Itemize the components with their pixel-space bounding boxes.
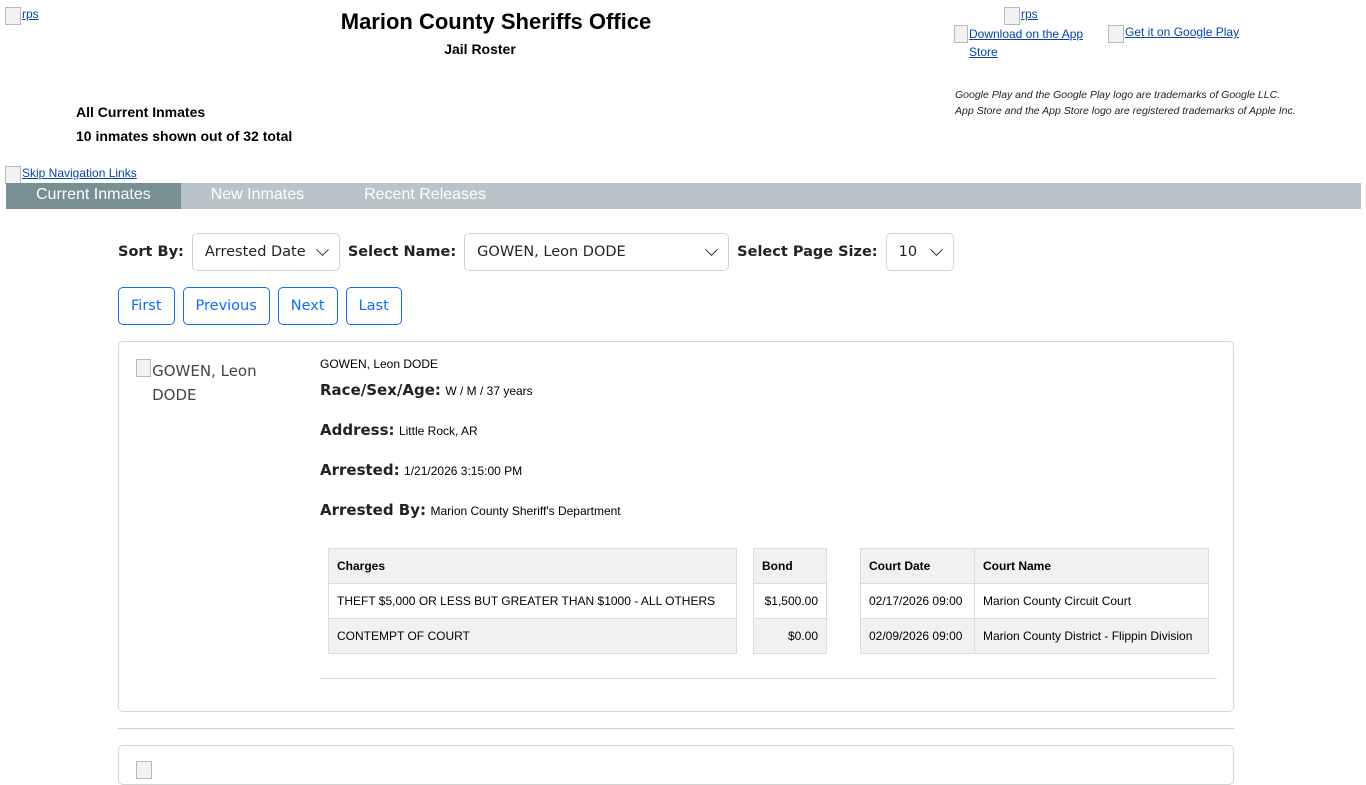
court-table [860,548,1209,654]
trademark-notice [955,87,1296,119]
court-date-cell: 02/17/2026 09:00 [861,584,975,619]
sort-label: Sort By: [118,244,184,260]
summary-count: 10 inmates shown out of 32 total [76,128,293,144]
bond-cell: $0.00 [754,619,827,654]
inmate-photo-alt: GOWEN, Leon DODE [152,362,257,404]
rps-logo-left[interactable]: rps [5,7,39,25]
name-select[interactable] [464,233,729,271]
first-page-button[interactable]: First [118,287,175,325]
race-sex-age-value: W / M / 37 years [445,384,533,398]
next-page-button[interactable]: Next [278,287,338,325]
bond-cell: $1,500.00 [754,584,827,619]
google-trademark-text: Google Play and the Google Play logo are trademarks of Google LLC. [955,89,1281,101]
name-select-label: Select Name: [347,244,457,260]
arrested-row [320,461,621,482]
summary-heading: All Current Inmates [76,104,206,120]
address-value: Little Rock, AR [398,424,478,438]
court-name-cell: Marion County District - Flippin Division [975,619,1209,654]
roster-summary [76,100,292,148]
arrested-label: Arrested: [320,461,400,479]
court-name-cell: Marion County Circuit Court [975,584,1209,619]
sort-select-value: Arrested Date [204,244,306,260]
page-size-label: Select Page Size: [737,244,878,260]
previous-page-button[interactable]: Previous [183,287,270,325]
page-size-select[interactable] [886,233,954,271]
last-page-button[interactable]: Last [346,287,402,325]
card-divider [320,678,1217,679]
charges-header: Charges [329,549,737,584]
race-sex-age-label: Race/Sex/Age: [320,381,441,399]
court-date-cell: 02/09/2026 09:00 [861,619,975,654]
inmate-photo-next [136,761,153,779]
arrested-by-value: Marion County Sheriff's Department [430,504,621,518]
address-label: Address: [320,421,395,439]
address-row [320,421,621,442]
pagination [118,287,402,325]
chevron-down-icon [930,243,943,256]
bond-header: Bond [754,549,827,584]
sort-select[interactable] [192,233,340,271]
arrested-by-row [320,501,621,522]
rps-logo-right[interactable]: rps [1004,7,1038,25]
app-store-badge[interactable]: Download on the App Store [954,25,1094,61]
section-divider [118,728,1234,729]
tab-recent-releases[interactable]: Recent Releases [364,186,486,203]
charge-cell: CONTEMPT OF COURT [329,619,737,654]
tab-new-inmates[interactable]: New Inmates [210,186,305,203]
chevron-down-icon [316,243,329,256]
inmate-name: GOWEN, Leon DODE [320,357,439,371]
google-play-badge[interactable]: Get it on Google Play [1108,25,1239,43]
skip-navigation-link[interactable]: Skip Navigation Links [5,166,137,184]
apple-trademark-text: App Store and the App Store logo are registered trademarks of Apple Inc. [955,105,1296,117]
page-size-value: 10 [898,244,918,260]
arrested-by-label: Arrested By: [320,501,427,519]
arrested-value: 1/21/2026 3:15:00 PM [404,464,523,478]
charge-cell: THEFT $5,000 OR LESS BUT GREATER THAN $1000 - ALL OTHERS [329,584,737,619]
inmate-photo [136,359,296,407]
main-nav [6,183,1361,209]
inmate-card-next [118,745,1234,785]
charges-table [328,548,737,654]
court-name-header: Court Name [975,549,1209,584]
name-select-value: GOWEN, Leon DODE [477,244,626,260]
roster-controls [118,233,954,271]
tab-current-inmates[interactable]: Current Inmates [6,183,181,209]
race-sex-age-row [320,381,621,402]
page-subtitle: Jail Roster [444,41,516,57]
inmate-details [320,357,621,541]
bond-table [753,548,827,654]
inmate-card [118,341,1234,712]
chevron-down-icon [705,243,718,256]
court-date-header: Court Date [861,549,975,584]
page-title: Marion County Sheriffs Office [340,9,652,34]
